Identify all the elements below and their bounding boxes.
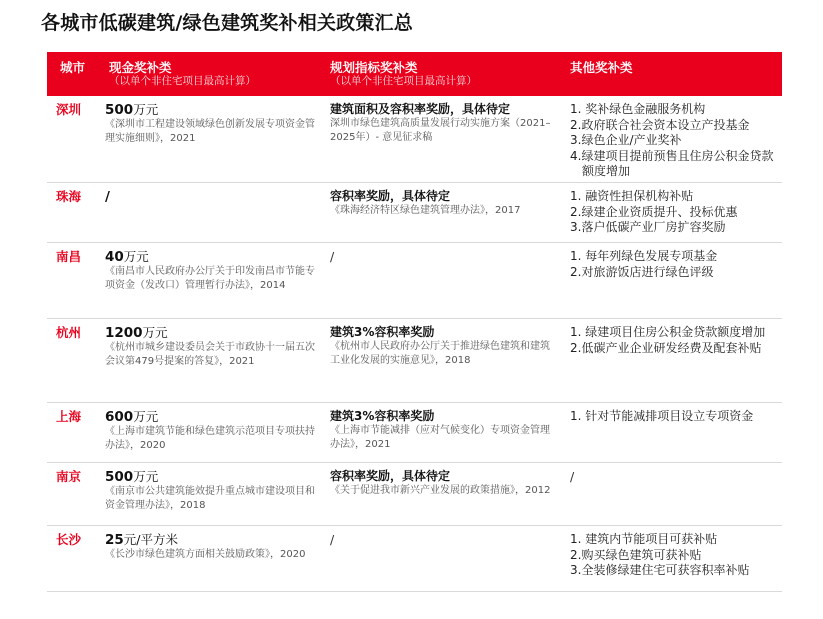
other-item: 1. 建筑内节能项目可获补贴 [570,532,718,546]
table-row [47,96,782,183]
plan-title: 容积率奖励，具体待定 [330,469,451,483]
cash-unit: 万元 [133,102,159,117]
cash-cell [97,403,324,462]
city-name: 深圳 [56,102,82,117]
cash-number: 40 [105,249,124,265]
city-name: 杭州 [56,325,82,340]
table-row [47,463,782,526]
cash-number: 25 [105,532,124,548]
other-item: 1. 融资性担保机构补贴 [570,189,694,203]
cash-cell [97,96,324,182]
table-row [47,319,782,403]
other-item: 3.绿色企业/产业奖补 [570,133,682,147]
header-city-label: 城市 [60,60,86,75]
city-name: 长沙 [56,532,82,547]
other-cell [558,463,782,525]
plan-cell [324,183,558,242]
plan-cell [324,243,558,318]
city-cell [47,183,97,242]
cash-amount [105,532,318,548]
other-list [570,532,782,579]
table-body [47,96,782,592]
other-item: 3.全装修绿建住宅可获容积率补贴 [570,563,750,577]
other-cell [558,526,782,591]
other-cell [558,243,782,318]
city-name: 上海 [56,409,82,424]
table-header [47,52,782,96]
plan-source: 《珠海经济特区绿色建筑管理办法》，2017 [330,205,521,216]
header-city [47,52,97,96]
page-title: 各城市低碳建筑/绿色建筑奖补相关政策汇总 [41,12,413,34]
cash-number: 500 [105,102,134,118]
cash-source: 《长沙市绿色建筑方面相关鼓励政策》，2020 [105,549,306,560]
other-item: 1. 奖补绿色金融服务机构 [570,102,706,116]
header-other-label: 其他奖补类 [570,60,633,75]
cash-source: 《南京市公共建筑能效提升重点城市建设项目和资金管理办法》，2018 [105,486,315,511]
table-row [47,526,782,592]
cash-amount [105,102,318,118]
header-cash [97,52,324,96]
city-name: 珠海 [56,189,82,204]
cash-unit: 万元 [142,325,168,340]
plan-source: / [330,532,335,547]
other-list [570,409,782,425]
other-list [570,469,782,484]
other-item: 2.低碳产业企业研发经费及配套补贴 [570,340,762,355]
cash-cell [97,319,324,402]
cash-unit: 元/平方米 [123,532,179,547]
plan-title: 容积率奖励，具体待定 [330,189,451,203]
plan-cell [324,463,558,525]
other-item: 2.对旅游饭店进行绿色评级 [570,264,714,279]
other-list [570,102,782,180]
other-item: 1. 绿建项目住房公积金贷款额度增加 [570,325,766,339]
plan-source: 《杭州市人民政府办公厅关于推进绿色建筑和建筑工业化发展的实施意见》，2018 [330,341,550,366]
cash-number: 600 [105,409,134,425]
plan-title: 建筑3%容积率奖励 [330,325,435,339]
cash-cell [97,183,324,242]
table-row [47,183,782,243]
header-plan-label: 规划指标奖补类 [330,60,418,75]
plan-cell [324,319,558,402]
header-other [558,52,782,96]
cash-amount [105,249,318,265]
table-row [47,243,782,319]
cash-source: 《上海市建筑节能和绿色建筑示范项目专项扶持办法》，2020 [105,426,315,451]
plan-title: 建筑3%容积率奖励 [330,409,435,423]
plan-source: 《关于促进我市新兴产业发展的政策措施》，2012 [330,485,551,496]
header-cash-label: 现金奖补类 [109,60,172,75]
cash-cell [97,526,324,591]
cash-cell [97,463,324,525]
cash-amount [105,409,318,425]
table-row [47,403,782,463]
cash-unit: 万元 [123,249,149,264]
other-item: / [570,469,575,484]
header-cash-note: （以单个非住宅项目最高计算） [109,75,256,87]
other-cell [558,403,782,462]
city-cell [47,243,97,318]
city-cell [47,463,97,525]
other-cell [558,319,782,402]
cash-number: / [105,189,110,205]
cash-source: 《杭州市城乡建设委员会关于市政协十一届五次会议第479号提案的答复》，2021 [105,342,315,367]
cash-source: 《南昌市人民政府办公厅关于印发南昌市节能专项资金（发改口）管理暂行办法》，2014 [105,266,315,291]
other-list [570,249,782,280]
cash-number: 1200 [105,325,143,341]
city-name: 南昌 [56,249,82,264]
policy-table [47,52,782,592]
city-cell [47,96,97,182]
plan-cell [324,403,558,462]
other-item: 2.购买绿色建筑可获补贴 [570,547,702,562]
cash-amount [105,189,318,205]
other-list [570,189,782,236]
plan-cell [324,526,558,591]
cash-cell [97,243,324,318]
city-cell [47,319,97,402]
plan-source: 深圳市绿色建筑高质量发展行动实施方案（2021–2025年）- 意见征求稿 [330,118,551,143]
plan-title: 建筑面积及容积率奖励，具体待定 [330,102,511,116]
other-item: 2.绿建企业资质提升、投标优惠 [570,204,738,219]
other-item: 2.政府联合社会资本设立产投基金 [570,117,750,132]
cash-unit: 万元 [133,469,159,484]
other-list [570,325,782,356]
city-cell [47,403,97,462]
city-cell [47,526,97,591]
cash-source: 《深圳市工程建设领域绿色创新发展专项资金管理实施细则》，2021 [105,119,315,144]
other-item: 1. 针对节能减排项目设立专项资金 [570,409,754,423]
plan-cell [324,96,558,182]
header-plan-note: （以单个非住宅项目最高计算） [330,75,477,87]
other-item: 1. 每年列绿色发展专项基金 [570,249,718,263]
other-cell [558,183,782,242]
other-item: 3.落户低碳产业厂房扩容奖励 [570,220,726,234]
cash-number: 500 [105,469,134,485]
cash-amount [105,325,318,341]
other-item: 4.绿建项目提前预售且住房公积金贷款额度增加 [570,148,774,178]
plan-source: / [330,249,335,264]
cash-amount [105,469,318,485]
other-cell [558,96,782,182]
city-name: 南京 [56,469,82,484]
header-plan [324,52,558,96]
cash-unit: 万元 [133,409,159,424]
plan-source: 《上海市节能减排（应对气候变化）专项资金管理办法》，2021 [330,425,550,450]
